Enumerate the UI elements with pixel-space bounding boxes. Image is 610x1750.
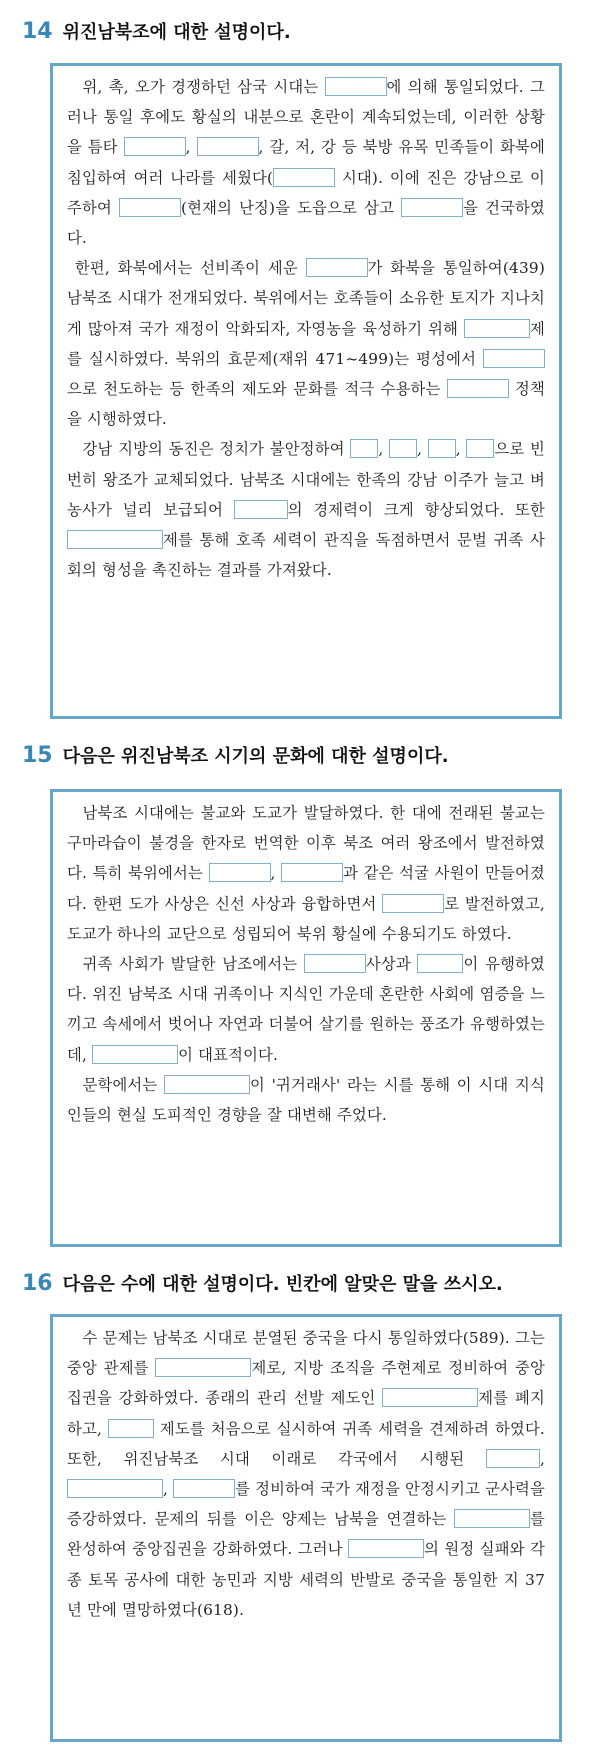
q14-paragraph-3: 강남 지방의 동진은 정치가 불안정하여 , , , 으로 빈번히 왕조가 교체되었다. 남북조 시대에는 한족의 강남 이주가 늘고 벼농사가 널리 보급되어 의 경제력이 크게 향상되었다. 또한 제를 통해 호족 세력이 관직을 독점하면서 문벌 귀족 사회의 형성을 촉진하는 결과를 가져왔다.: [67, 440, 546, 580]
question-16-header: [22, 1270, 503, 1300]
question-number: 16: [22, 1271, 53, 1296]
answer-blank[interactable]: [164, 1075, 250, 1094]
answer-blank[interactable]: [382, 1388, 478, 1407]
answer-blank[interactable]: [155, 1358, 251, 1377]
answer-blank[interactable]: [348, 1539, 424, 1558]
answer-blank[interactable]: [234, 500, 288, 519]
answer-blank[interactable]: [124, 137, 186, 156]
answer-blank[interactable]: [173, 1479, 235, 1498]
question-14-box: [50, 63, 562, 719]
answer-blank[interactable]: [382, 894, 444, 913]
answer-blank[interactable]: [483, 349, 545, 368]
question-16-box: [50, 1314, 562, 1742]
answer-blank[interactable]: [306, 258, 368, 277]
question-15-box: [50, 789, 562, 1247]
answer-blank[interactable]: [401, 198, 463, 217]
answer-blank[interactable]: [389, 439, 417, 458]
answer-blank[interactable]: [304, 954, 366, 973]
q15-paragraph-2: 귀족 사회가 발달한 남조에서는 사상과 이 유행하였다. 위진 남북조 시대 귀족이나 지식인 가운데 혼란한 사회에 염증을 느끼고 속세에서 벗어나 자연과 더불어 살기를 원하는 풍조가 유행하였는데, 이 대표적이다.: [67, 955, 545, 1064]
answer-blank[interactable]: [119, 198, 181, 217]
answer-blank[interactable]: [428, 439, 456, 458]
q14-paragraph-1: 위, 촉, 오가 경쟁하던 삼국 시대는 에 의해 통일되었다. 그러나 통일 후에도 황실의 내분으로 혼란이 계속되었는데, 이러한 상황을 틈타 , , 갈, 저, 강 등 북방 유목 민족들이 화북에 침입하여 여러 나라를 세웠다( 시대). 이에 진은 강남으로 이주하여 (현재의 난징)을 도읍으로 삼고 을 건국하였다.: [67, 78, 546, 248]
answer-blank[interactable]: [273, 168, 335, 187]
q15-paragraph-3: 문학에서는 이 '귀거래사' 라는 시를 통해 이 시대 지식인들의 현실 도피적인 경향을 잘 대변해 주었다.: [67, 1075, 545, 1125]
answer-blank[interactable]: [464, 319, 530, 338]
answer-blank[interactable]: [486, 1449, 540, 1468]
answer-blank[interactable]: [325, 77, 387, 96]
question-number: 15: [22, 743, 53, 768]
answer-blank[interactable]: [92, 1045, 178, 1064]
question-14-header: [22, 18, 291, 48]
answer-blank[interactable]: [466, 439, 494, 458]
answer-blank[interactable]: [417, 954, 463, 973]
answer-blank[interactable]: [67, 530, 163, 549]
answer-blank[interactable]: [197, 137, 259, 156]
answer-blank[interactable]: [108, 1419, 154, 1438]
q15-paragraph-1: 남북조 시대에는 불교와 도교가 발달하였다. 한 대에 전래된 불교는 구마라습이 불경을 한자로 번역한 이후 북조 여러 왕조에서 발전하였다. 특히 북위에서는 , 과 같은 석굴 사원이 만들어졌다. 한편 도가 사상은 신선 사상과 융합하면서 로 발전하였고, 도교가 하나의 교단으로 성립되어 북위 황실에 수용되기도 하였다.: [67, 804, 545, 943]
answer-blank[interactable]: [350, 439, 378, 458]
question-title: 다음은 수에 대한 설명이다. 빈칸에 알맞은 말을 쓰시오.: [62, 1274, 503, 1295]
answer-blank[interactable]: [67, 1479, 163, 1498]
answer-blank[interactable]: [447, 379, 509, 398]
q16-paragraph-1: 수 문제는 남북조 시대로 분열된 중국을 다시 통일하였다(589). 그는 중앙 관제를 제로, 지방 조직을 주현제로 정비하여 중앙 집권을 강화하였다. 종래의 관리 선발 제도인 제를 폐지하고, 제도를 처음으로 실시하여 귀족 세력을 견제하려 하였다. 또한, 위진남북조 시대 이래로 각국에서 시행된 , , 를 정비하여 국가 재정을 안정시키고 군사력을 증강하였다. 문제의 뒤를 이은 양제는 남북을 연결하는 를 완성하여 중앙집권을 강화하였다. 그러나 의 원정 실패와 각종 토목 공사에 대한 농민과 지방 세력의 반발로 중국을 통일한 지 37년 만에 멸망하였다(618).: [67, 1329, 546, 1619]
question-title: 다음은 위진남북조 시기의 문화에 대한 설명이다.: [62, 746, 449, 767]
answer-blank[interactable]: [281, 863, 343, 882]
question-title: 위진남북조에 대한 설명이다.: [62, 22, 291, 43]
question-number: 14: [22, 19, 53, 44]
answer-blank[interactable]: [454, 1509, 530, 1528]
question-15-header: [22, 742, 449, 772]
q14-paragraph-2: 한편, 화북에서는 선비족이 세운 가 화북을 통일하여(439) 남북조 시대가 전개되었다. 북위에서는 호족들이 소유한 토지가 지나치게 많아져 국가 재정이 악화되자, 자영농을 육성하기 위해 제를 실시하였다. 북위의 효문제(재위 471~499)는 평성에서 으로 천도하는 등 한족의 제도와 문화를 적극 수용하는 정책을 시행하였다.: [67, 259, 545, 429]
answer-blank[interactable]: [209, 863, 271, 882]
